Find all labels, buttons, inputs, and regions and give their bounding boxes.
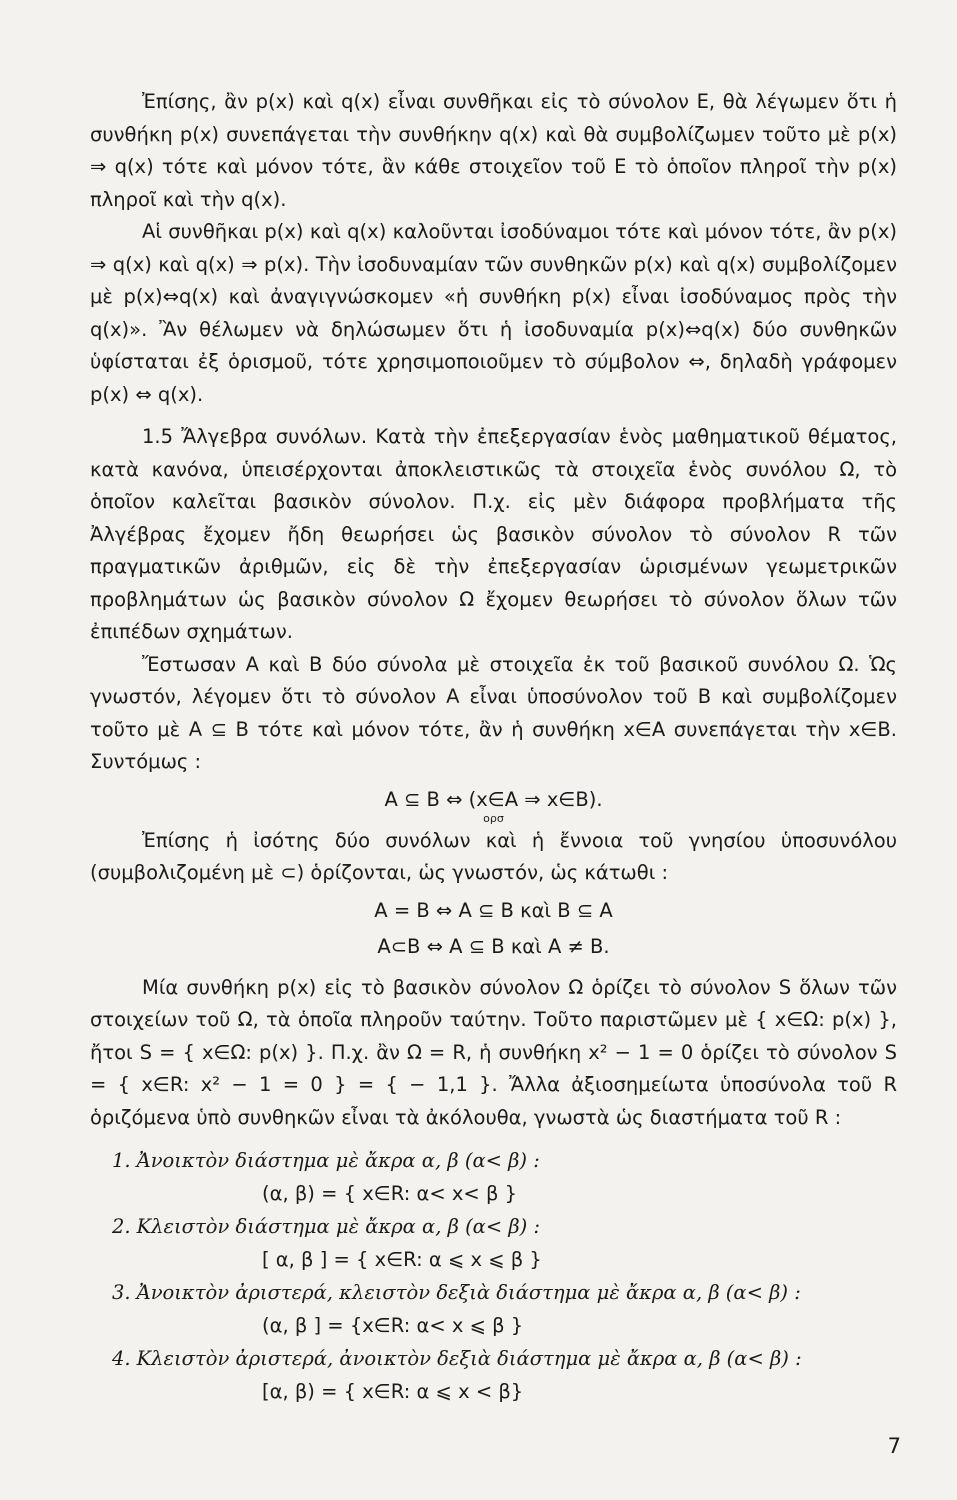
formula-subset-text: A ⊆ B ⇔ (x∈A ⇒ x∈B). [384, 787, 603, 811]
paragraph-implication: Ἐπίσης, ἂν p(x) καὶ q(x) εἶναι συνθῆκαι εἰς τὸ σύνολον Ε, θὰ λέγωμεν ὅτι ἡ συνθήκη p(x) συνεπάγεται τὴν συνθήκην q(x) καὶ θὰ συμβολίζωμεν τοῦτο μὲ p(x) ⇒ q(x) τότε καὶ μόνον τότε, ἂν κάθε στοιχεῖον τοῦ Ε τὸ ὁποῖον πληροῖ τὴν p(x) πληροῖ καὶ τὴν q(x). [90, 90, 897, 211]
interval-title: Ἀνοικτὸν διάστημα μὲ ἄκρα α, β (α< β) : [136, 1149, 540, 1172]
interval-heading [90, 1210, 897, 1243]
formula-equality-text: A = B ⇔ A ⊆ B καὶ B ⊆ A [374, 898, 613, 922]
interval-number: 4. [112, 1347, 131, 1370]
formula-proper-subset-definition [90, 932, 897, 962]
interval-heading [90, 1144, 897, 1177]
interval-item [90, 1210, 897, 1276]
formula-proper-subset-text: A⊂B ⇔ A ⊆ B καὶ A ≠ B. [377, 934, 610, 958]
interval-title: Κλειστὸν ἀριστερά, ἀνοικτὸν δεξιὰ διάστημα μὲ ἄκρα α, β (α< β) : [136, 1347, 802, 1370]
paragraph-set-algebra: 1.5 Ἄλγεβρα συνόλων. Κατὰ τὴν ἐπεξεργασίαν ἑνὸς μαθηματικοῦ θέματος, κατὰ κανόνα, ὑπεισέρχονται ἀποκλειστικῶς τὰ στοιχεῖα ἑνὸς συνόλου Ω, τὸ ὁποῖον καλεῖται βασικὸν σύνολον. Π.χ. εἰς μὲν διάφορα προβλήματα τῆς Ἀλγέβρας ἔχομεν ἤδη θεωρήσει ὡς βασικὸν σύνολον τὸ σύνολον R τῶν πραγματικῶν ἀριθμῶν, εἰς δὲ τὴν ἐπεξεργασίαν ὡρισμένων γεωμετρικῶν προβλημάτων ὡς βασικὸν σύνολον Ω ἔχομεν θεωρήσει τὸ σύνολον ὅλων τῶν ἐπιπέδων σχημάτων. [90, 425, 897, 643]
interval-number: 3. [112, 1281, 131, 1304]
interval-number: 2. [112, 1215, 131, 1238]
interval-formula: (α, β ] = {x∈R: α< x ⩽ β } [262, 1314, 524, 1337]
interval-item [90, 1144, 897, 1210]
paragraph-intervals-intro: Μία συνθήκη p(x) εἰς τὸ βασικὸν σύνολον Ω ὁρίζει τὸ σύνολον S ὅλων τῶν στοιχείων τοῦ Ω, τὰ ὁποῖα πληροῦν ταύτην. Τοῦτο παριστῶμεν μὲ { x∈Ω: p(x) }, ἤτοι S = { x∈Ω: p(x) }. Π.χ. ἂν Ω = R, ἡ συνθήκη x² − 1 = 0 ὁρίζει τὸ σύνολον S = { x∈R: x² − 1 = 0 } = { − 1,1 }. Ἄλλα ἀξιοσημείωτα ὑποσύνολα τοῦ R ὁριζόμενα ὑπὸ συνθηκῶν εἶναι τὰ ἀκόλουθα, γνωστὰ ὡς διαστήματα τοῦ R : [90, 975, 897, 1129]
interval-item [90, 1276, 897, 1342]
interval-formula: (α, β) = { x∈R: α< x< β } [262, 1182, 518, 1205]
interval-title: Κλειστὸν διάστημα μὲ ἄκρα α, β (α< β) : [136, 1215, 541, 1238]
interval-formula: [ α, β ] = { x∈R: α ⩽ x ⩽ β } [262, 1248, 542, 1271]
paragraph-subset: Ἔστωσαν Α καὶ Β δύο σύνολα μὲ στοιχεῖα ἐκ τοῦ βασικοῦ συνόλου Ω. Ὡς γνωστόν, λέγομεν ὅτι τὸ σύνολον Α εἶναι ὑποσύνολον τοῦ Β καὶ συμβολίζομεν τοῦτο μὲ Α ⊆ Β τότε καὶ μόνον τότε, ἂν ἡ συνθήκη x∈A συνεπάγεται τὴν x∈B. Συντόμως : [90, 652, 897, 773]
interval-formula: [α, β) = { x∈R: α ⩽ x < β} [262, 1380, 524, 1403]
paragraph-equivalence: Αἱ συνθῆκαι p(x) καὶ q(x) καλοῦνται ἰσοδύναμοι τότε καὶ μόνον τότε, ἂν p(x) ⇒ q(x) καὶ q(x) ⇒ p(x). Τὴν ἰσοδυναμίαν τῶν συνθηκῶν p(x) καὶ q(x) συμβολίζομεν μὲ p(x)⇔q(x) καὶ ἀναγιγνώσκομεν «ἡ συνθήκη p(x) εἶναι ἰσοδύναμος πρὸς τὴν q(x)». Ἂν θέλωμεν νὰ δηλώσωμεν ὅτι ἡ ἰσοδυναμία p(x)⇔q(x) δύο συνθηκῶν ὑφίσταται ἐξ ὁρισμοῦ, τότε χρησιμοποιοῦμεν τὸ σύμβολον ⇔, δηλαδὴ γράφομεν p(x) ⇔ q(x). [90, 220, 897, 406]
interval-item [90, 1342, 897, 1408]
interval-heading [90, 1276, 897, 1309]
intervals-list [90, 1144, 897, 1408]
formula-equality-definition [90, 896, 897, 926]
interval-title: Ἀνοικτὸν ἀριστερά, κλειστὸν δεξιὰ διάστημα μὲ ἄκρα α, β (α< β) : [136, 1281, 801, 1304]
interval-heading [90, 1342, 897, 1375]
page-number: 7 [887, 1434, 901, 1458]
definition-mark: ορσ [483, 811, 504, 825]
paragraph-equality: Ἐπίσης ἡ ἰσότης δύο συνόλων καὶ ἡ ἔννοια τοῦ γνησίου ὑποσυνόλου (συμβολιζομένη μὲ ⊂) ὁρίζονται, ὡς γνωστόν, ὡς κάτωθι : [90, 828, 897, 884]
formula-subset-definition [90, 785, 897, 825]
interval-number: 1. [112, 1149, 131, 1172]
